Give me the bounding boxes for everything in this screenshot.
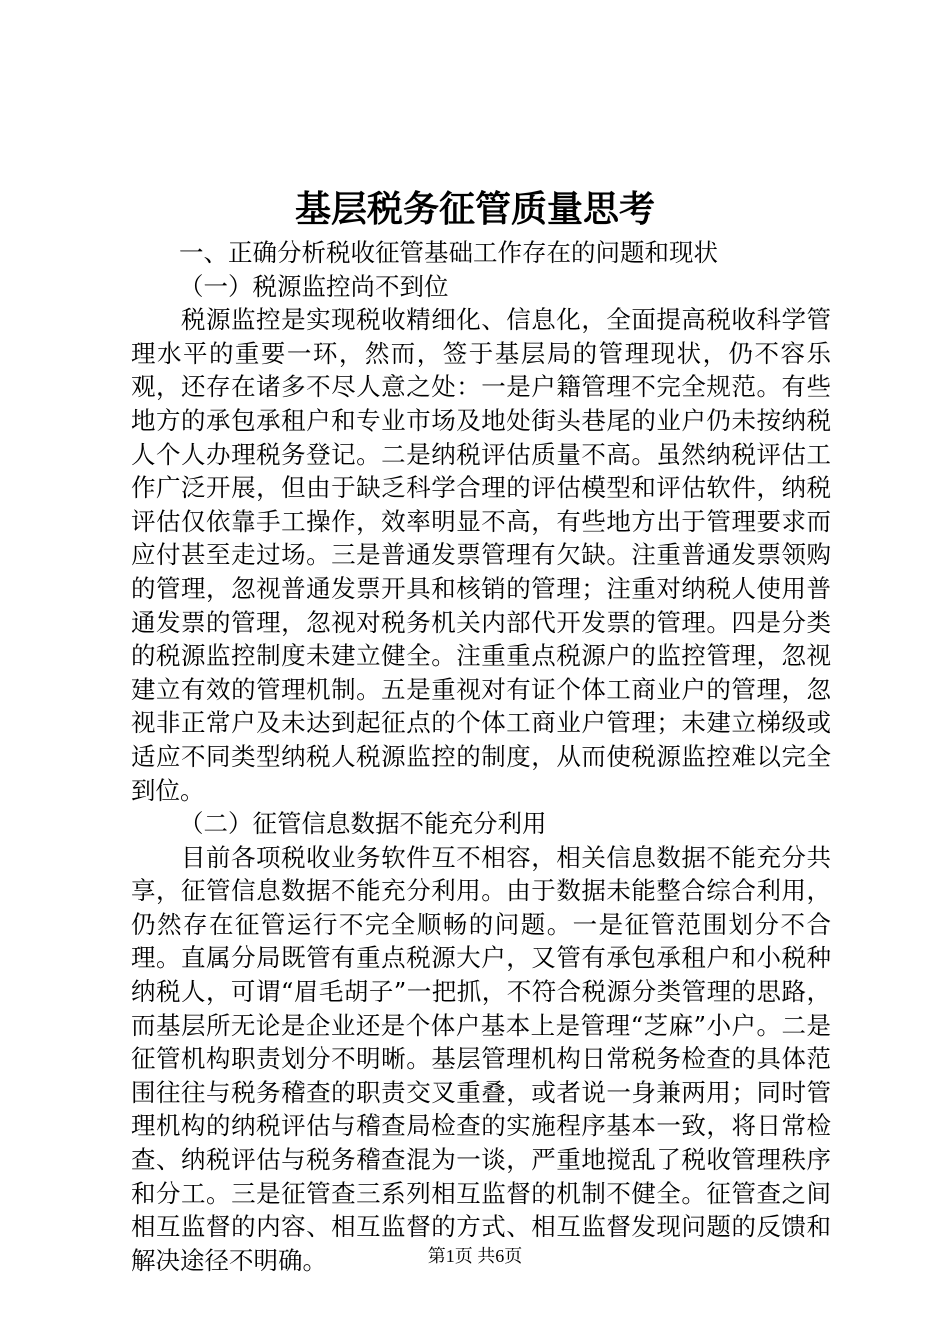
subsection-heading: （一）税源监控尚不到位 [179, 271, 449, 301]
section-heading: 一、正确分析税收征管基础工作存在的问题和现状 [179, 238, 718, 267]
document-body [131, 236, 831, 1277]
body-paragraph: 税源监控是实现税收精细化、信息化，全面提高税收科学管理水平的重要一环，然而，签于基层局的管理现状，仍不容乐观，还存在诸多不尽人意之处：一是户籍管理不完全规范。有些地方的承包承租户和专业市场及地处街头巷尾的业户仍未按纳税人个人办理税务登记。二是纳税评估质量不高。虽然纳税评估工作广泛开展，但由于缺乏科学合理的评估模型和评估软件，纳税评估仅依靠手工操作，效率明显不高，有些地方出于管理要求而应付甚至走过场。三是普通发票管理有欠缺。注重普通发票领购的管理，忽视普通发票开具和核销的管理；注重对纳税人使用普通发票的管理，忽视对税务机关内部代开发票的管理。四是分类的税源监控制度未建立健全。注重重点税源户的监控管理，忽视建立有效的管理机制。五是重视对有证个体工商业户的管理，忽视非正常户及未达到起征点的个体工商业户管理；未建立梯级或适应不同类型纳税人税源监控的制度，从而使税源监控难以完全到位。 [131, 305, 831, 805]
page-footer: 第1页 共6页 [427, 1246, 523, 1266]
document-title: 基层税务征管质量思考 [294, 188, 655, 230]
body-paragraph: 目前各项税收业务软件互不相容，相关信息数据不能充分共享，征管信息数据不能充分利用。由于数据未能整合综合利用，仍然存在征管运行不完全顺畅的问题。一是征管范围划分不合理。直属分局既管有重点税源大户，又管有承包承租户和小税种纳税人，可谓“眉毛胡子”一把抓，不符合税源分类管理的思路，而基层所无论是企业还是个体户基本上是管理“芝麻”小户。二是征管机构职责划分不明晰。基层管理机构日常税务检查的具体范围往往与税务稽查的职责交叉重叠，或者说一身兼两用；同时管理机构的纳税评估与稽查局检查的实施程序基本一致，将日常检查、纳税评估与税务稽查混为一谈，严重地搅乱了税收管理秩序和分工。三是征管查三系列相互监督的机制不健全。征管查之间相互监督的内容、相互监督的方式、相互监督发现问题的反馈和解决途径不明确。 [131, 842, 831, 1275]
subsection-heading: （二）征管信息数据不能充分利用 [179, 809, 547, 839]
